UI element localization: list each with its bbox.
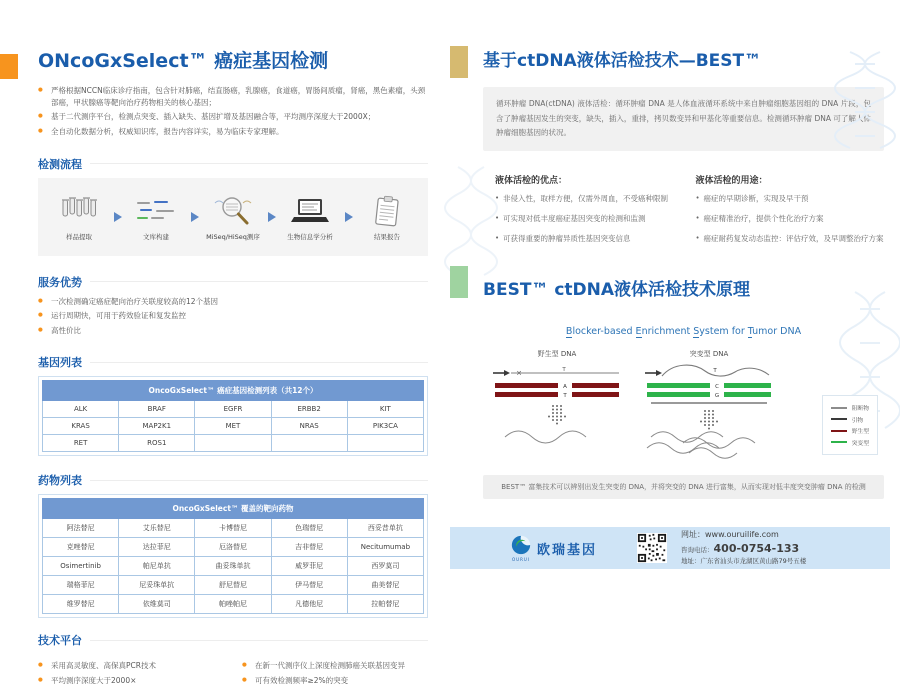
heading-rule: [90, 281, 428, 282]
uses-heading: 液体活检的用途：: [695, 175, 768, 186]
process-step-label: 文库构建: [143, 232, 169, 241]
gold-accent-block: [450, 46, 468, 78]
drug-cell: Osimertinib: [43, 557, 119, 576]
process-step-label: 结果报告: [374, 232, 400, 241]
test-tubes-icon: [46, 193, 112, 229]
process-step: [354, 193, 420, 241]
drug-cell: 色瑞替尼: [271, 519, 347, 538]
best-summary-bar: BEST™ 富集技术可以辨别出发生突变的 DNA，并将突变的 DNA 进行富集，从而实现对低丰度突变肿瘤 DNA 的检测: [483, 475, 884, 499]
heading-text: 基因列表: [38, 356, 82, 370]
heading-text: 检测流程: [38, 157, 82, 171]
qr-code: [637, 533, 667, 563]
section-heading-advantages: [38, 274, 428, 290]
table-row: [43, 576, 424, 595]
wild-bottom-base: T: [563, 392, 567, 399]
dotted-arrow-down-icon: [548, 405, 566, 425]
drug-cell: 西罗莫司: [347, 557, 423, 576]
bullet-item: ● 平均测序深度大于2000×: [38, 675, 224, 687]
subtitle-part: locker-based: [572, 325, 636, 337]
legend-label: 野生型: [851, 429, 869, 436]
gene-cell: NRAS: [271, 418, 347, 435]
drug-cell: 阿法替尼: [43, 519, 119, 538]
bullet-item: ● 一次检测确定癌症靶向治疗关联度较高的12个基因: [38, 296, 428, 308]
report-clipboard-icon: [354, 193, 420, 229]
section-heading-drugs: [38, 472, 428, 488]
subtitle-part: B: [565, 325, 573, 337]
website-value: www.ouruilife.com: [705, 529, 779, 539]
phone-label: 咨询电话：: [681, 545, 714, 554]
drug-cell: 吉非替尼: [271, 538, 347, 557]
heading-text: 技术平台: [38, 634, 82, 648]
best-principle-diagram: [483, 349, 884, 467]
legend-label: 阻断物: [851, 406, 869, 413]
logo-subtext: OURUI: [512, 557, 530, 562]
wild-type-diagram: [491, 361, 623, 456]
company-logo: [510, 534, 597, 562]
drug-cell: 达拉菲尼: [119, 538, 195, 557]
gene-cell: EGFR: [195, 401, 271, 418]
address-line: [681, 557, 806, 567]
gene-cell: ALK: [43, 401, 119, 418]
drug-cell: 瑞格菲尼: [43, 576, 119, 595]
gene-table-title-row: [43, 381, 424, 401]
arrow-right-icon: [191, 212, 199, 222]
wild-top-base: A: [563, 383, 567, 390]
gene-cell: KIT: [347, 401, 423, 418]
liquid-biopsy-uses: [684, 173, 885, 253]
table-row: [43, 435, 424, 452]
gene-cell: MET: [195, 418, 271, 435]
bullet-item: ● 可有效检测频率≥2%的突变: [242, 675, 428, 687]
right-page: [450, 0, 900, 615]
blocker-line-swatch: [831, 407, 847, 409]
gene-cell: ERBB2: [271, 401, 347, 418]
pros-heading: 液体活检的优点：: [495, 175, 568, 186]
drug-cell: 厄洛替尼: [195, 538, 271, 557]
subtitle-part: ystem for: [699, 325, 748, 337]
drug-cell: 拉帕替尼: [347, 595, 423, 614]
table-row: [43, 557, 424, 576]
drug-table-title-row: [43, 499, 424, 519]
subtitle-part: S: [693, 325, 700, 337]
heading-text: 服务优势: [38, 275, 82, 289]
pros-uses-row: [483, 173, 884, 253]
gene-cell: RET: [43, 435, 119, 452]
heading-rule: [90, 480, 428, 481]
phone-number: 400-0754-133: [713, 541, 800, 555]
blocked-mark: ✕: [516, 369, 522, 378]
laptop-icon: [277, 193, 343, 229]
mutant-swatch: [831, 441, 847, 443]
drug-cell: 舒尼替尼: [195, 576, 271, 595]
left-title-row: [38, 46, 428, 73]
process-step-label: 样品提取: [66, 232, 92, 241]
website-line: [681, 529, 806, 541]
magnifier-sequence-icon: [200, 193, 266, 229]
advantages-bullet-list: [38, 296, 428, 337]
process-flow: [38, 178, 428, 256]
drug-cell: 艾乐替尼: [119, 519, 195, 538]
right-title-row: [483, 46, 884, 71]
table-row: [43, 519, 424, 538]
mutant-bottom-base: G: [714, 392, 720, 399]
table-row: [43, 538, 424, 557]
platform-bullet-list-left: [38, 660, 224, 689]
right-page-content: [450, 46, 900, 499]
diagram-legend: [822, 395, 878, 456]
drug-cell: 伊马替尼: [271, 576, 347, 595]
arrow-right-icon: [114, 212, 122, 222]
mutant-top-base: C: [715, 383, 719, 390]
drug-cell: 帕唑帕尼: [195, 595, 271, 614]
wild-type-label: 野生型 DNA: [537, 349, 577, 358]
legend-label: 突变型: [851, 440, 869, 447]
bullet-item: • 癌症精准治疗，提供个性化治疗方案: [696, 213, 885, 225]
dna-fragments-icon: [123, 193, 189, 229]
gene-table-wrapper: [38, 376, 428, 456]
website-label: 网址：: [681, 529, 706, 539]
process-step: [46, 193, 112, 241]
drug-cell: 维罗替尼: [43, 595, 119, 614]
legend-item: [831, 426, 869, 435]
bullet-item: • 癌症耐药复发动态监控：评估疗效，及早调整治疗方案: [696, 233, 885, 245]
legend-item: [831, 415, 869, 424]
drug-cell: 威罗菲尼: [271, 557, 347, 576]
section-heading-platform: [38, 632, 428, 648]
section-heading-process: [38, 156, 428, 172]
heading-rule: [90, 640, 428, 641]
bullet-item: ● 运行周期快，可用于药效验证和复发监控: [38, 310, 428, 322]
section-heading-genes: [38, 354, 428, 370]
gene-cell: BRAF: [119, 401, 195, 418]
bullet-item: • 可实现对低丰度癌症基因突变的检测和监测: [495, 213, 684, 225]
bullet-item: • 可获得重要的肿瘤异质性基因突变信息: [495, 233, 684, 245]
bullet-item: ● 高性价比: [38, 325, 428, 337]
legend-label: 引物: [851, 417, 864, 424]
bullet-item: ● 全自动化数据分析，权威知识库，报告内容详实，易为临床专家理解。: [38, 126, 428, 138]
bullet-item: ● 采用高灵敏度、高保真PCR技术: [38, 660, 224, 672]
bullet-item: ● 在新一代测序仪上深度检测肺癌关联基因变异: [242, 660, 428, 672]
intro-bullet-list: [38, 85, 428, 138]
drug-cell: 克唑替尼: [43, 538, 119, 557]
subtitle-part: E: [635, 325, 642, 337]
mutant-diagram: [643, 361, 775, 456]
bullet-item: • 癌症的早期诊断，实现及早干预: [696, 193, 885, 205]
legend-item: [831, 438, 869, 447]
drug-cell: 凡德他尼: [271, 595, 347, 614]
ourui-logo-icon: [510, 534, 532, 562]
subtitle-part: T: [747, 325, 753, 337]
process-step: [123, 193, 189, 241]
bullet-item: ● 基于二代测序平台，检测点突变、插入缺失、基因扩增及基因融合等，平均测序深度大于2000X；: [38, 111, 428, 123]
drug-cell: 西妥昔单抗: [347, 519, 423, 538]
mutant-label: 突变型 DNA: [689, 349, 729, 358]
subtitle-part: nrichment: [641, 325, 694, 337]
logo-text: 欧瑞基因: [537, 543, 598, 558]
principle-title-row: [483, 275, 884, 300]
platform-columns: [38, 654, 428, 689]
drug-cell: 依维莫司: [119, 595, 195, 614]
drug-table: [42, 498, 424, 614]
green-accent-block: [450, 266, 468, 298]
table-row: [43, 595, 424, 614]
platform-bullet-list-right: [242, 660, 428, 689]
wild-type-swatch: [831, 430, 847, 432]
gene-table-title: OncoGxSelect™ 癌症基因检测列表（共12个）: [43, 381, 424, 401]
phone-line: [681, 541, 806, 558]
process-step: [200, 193, 266, 241]
liquid-biopsy-pros: [483, 173, 684, 253]
drug-cell: 曲美替尼: [347, 576, 423, 595]
heading-text: 药物列表: [38, 474, 82, 488]
drug-table-title: OncoGxSelect™ 覆盖的靶向药物: [43, 499, 424, 519]
contact-info: [681, 529, 806, 567]
drug-cell: 曲妥珠单抗: [195, 557, 271, 576]
gene-cell: KRAS: [43, 418, 119, 435]
wild-line-base: T: [562, 366, 566, 373]
drug-cell: Necitumumab: [347, 538, 423, 557]
process-step-label: 生物信息学分析: [287, 232, 333, 241]
gene-table: [42, 380, 424, 452]
gene-cell: PIK3CA: [347, 418, 423, 435]
gene-cell: MAP2K1: [119, 418, 195, 435]
left-page: [0, 0, 450, 685]
arrow-right-icon: [268, 212, 276, 222]
best-subtitle: [483, 326, 884, 337]
pros-bullet-list: [495, 193, 684, 245]
gene-cell: [347, 435, 423, 452]
subtitle-part: umor DNA: [752, 325, 802, 337]
orange-accent-block: [0, 54, 18, 79]
bullet-item: • 非侵入性，取样方便，仅需外周血，不受癌种限制: [495, 193, 684, 205]
dotted-arrow-down-icon: [700, 410, 718, 430]
mutant-curve-base: T: [713, 367, 717, 374]
left-page-content: [0, 46, 450, 690]
bullet-item: ● 严格根据NCCN临床诊疗指南，包含针对肺癌，结直肠癌，乳腺癌，食道癌，胃肠间质瘤，肾癌，黑色素瘤，头颈部癌，甲状腺癌等靶向治疗药物相关的核心基因；: [38, 85, 428, 108]
drug-cell: 卡博替尼: [195, 519, 271, 538]
gene-cell: ROS1: [119, 435, 195, 452]
address-label: 地址：: [681, 557, 701, 566]
page-title-left: ONcoGxSelect™ 癌症基因检测: [38, 50, 329, 72]
heading-rule: [90, 362, 428, 363]
gene-cell: [195, 435, 271, 452]
ctdna-intro-box: 循环肿瘤 DNA(ctDNA) 液体活检：循环肿瘤 DNA 是人体血液循环系统中来自肿瘤细胞基因组的 DNA 片段，包含了肿瘤基因发生的突变，缺失，插入，重排，拷贝数变异和甲基化等重要信息。检测循环肿瘤 DNA 可了解人体肿瘤细胞基因的状况。: [483, 87, 884, 151]
table-row: [43, 401, 424, 418]
drug-table-wrapper: [38, 494, 428, 618]
page-title-right: 基于ctDNA液体活检技术—BEST™: [483, 51, 762, 71]
drug-cell: 帕尼单抗: [119, 557, 195, 576]
process-step-label: MiSeq/HiSeq测序: [206, 232, 260, 241]
gene-cell: [271, 435, 347, 452]
legend-item: [831, 403, 869, 412]
mutant-panel: [643, 349, 775, 460]
heading-rule: [90, 163, 428, 164]
address-value: 广东省汕头市龙湖区黄山路79号五楼: [700, 557, 807, 566]
principle-title: BEST™ ctDNA液体活检技术原理: [483, 279, 751, 300]
wild-type-panel: [491, 349, 623, 460]
uses-bullet-list: [696, 193, 885, 245]
process-step: [277, 193, 343, 241]
table-row: [43, 418, 424, 435]
arrow-right-icon: [345, 212, 353, 222]
footer-bar: [450, 527, 890, 569]
primer-line-swatch: [831, 418, 847, 420]
drug-cell: 尼妥珠单抗: [119, 576, 195, 595]
